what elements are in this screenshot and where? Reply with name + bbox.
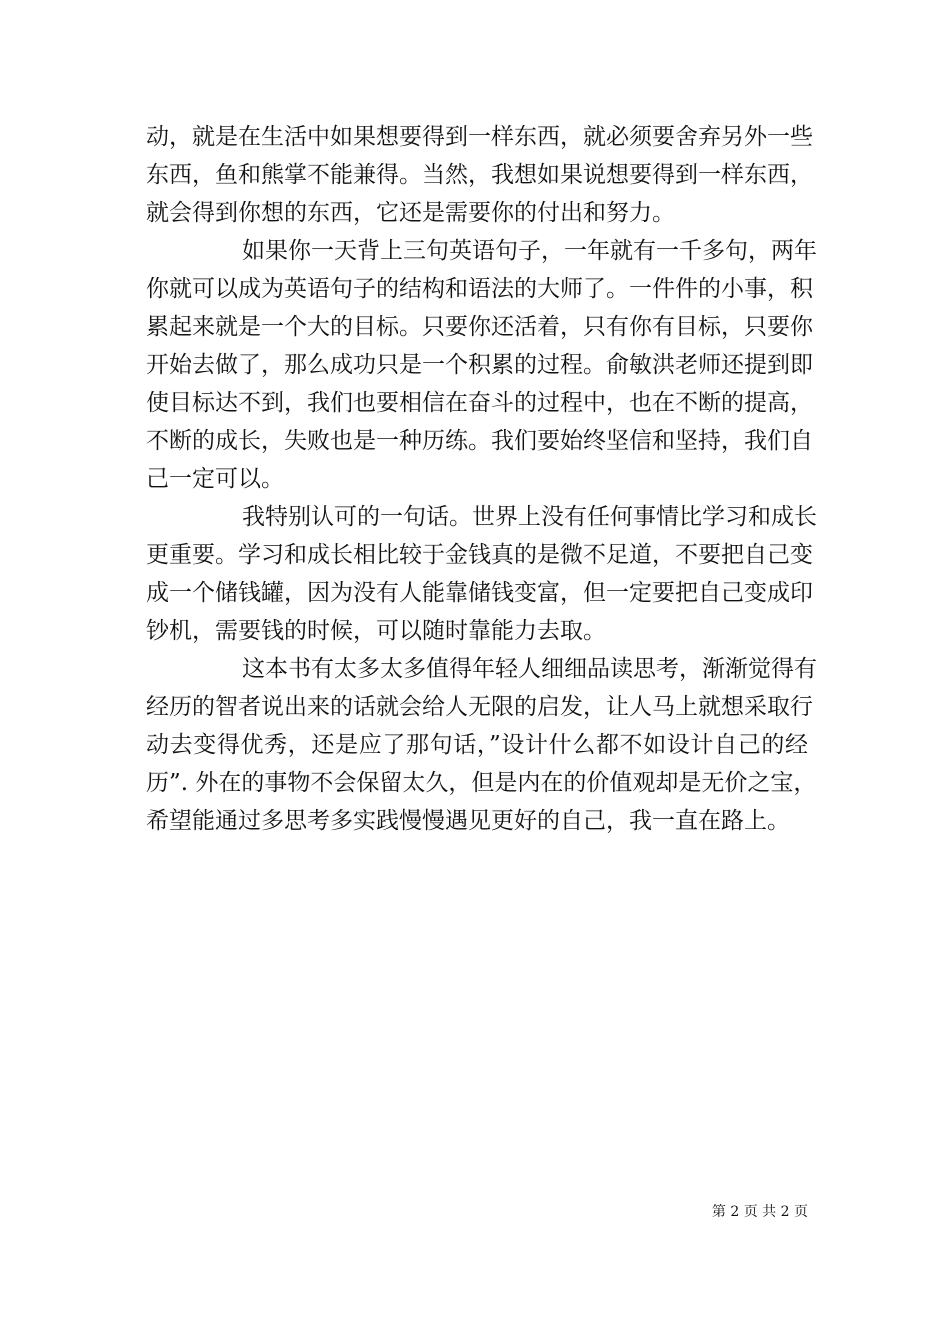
text-line: 希望能通过多思考多实践慢慢遇见更好的自己，我一直在路上。 bbox=[146, 808, 790, 834]
text-line: 历”. 外在的事物不会保留太久，但是内在的价值观却是无价之宝， bbox=[146, 770, 817, 796]
text-line: 不断的成长，失败也是一种历练。我们要始终坚信和坚持，我们自 bbox=[146, 428, 813, 454]
text-line: 己一定可以。 bbox=[146, 466, 284, 492]
text-line: 就会得到你想的东西，它还是需要你的付出和努力。 bbox=[146, 200, 675, 226]
text-line: 经历的智者说出来的话就会给人无限的启发，让人马上就想采取行 bbox=[146, 694, 813, 720]
text-line: 动去变得优秀，还是应了那句话，”设计什么都不如设计自己的经 bbox=[146, 732, 808, 758]
paragraph-first-line: 我特别认可的一句话。世界上没有任何事情比学习和成长 bbox=[242, 504, 817, 530]
paragraph-first-line: 如果你一天背上三句英语句子，一年就有一千多句，两年 bbox=[242, 238, 817, 264]
page-number: 第 2 页 共 2 页 bbox=[711, 1204, 808, 1220]
text-line: 东西，鱼和熊掌不能兼得。当然，我想如果说想要得到一样东西， bbox=[146, 162, 813, 188]
text-line: 开始去做了，那么成功只是一个积累的过程。俞敏洪老师还提到即 bbox=[146, 352, 813, 378]
text-line: 累起来就是一个大的目标。只要你还活着，只有你有目标，只要你 bbox=[146, 314, 813, 340]
text-line: 使目标达不到，我们也要相信在奋斗的过程中，也在不断的提高， bbox=[146, 390, 813, 416]
text-line: 你就可以成为英语句子的结构和语法的大师了。一件件的小事，积 bbox=[146, 276, 813, 302]
text-line: 钞机，需要钱的时候，可以随时靠能力去取。 bbox=[146, 618, 606, 644]
text-line: 更重要。学习和成长相比较于金钱真的是微不足道，不要把自己变 bbox=[146, 542, 813, 568]
text-line: 成一个储钱罐，因为没有人能靠储钱变富，但一定要把自己变成印 bbox=[146, 580, 813, 606]
paragraph-first-line: 这本书有太多太多值得年轻人细细品读思考，渐渐觉得有 bbox=[242, 656, 817, 682]
text-line: 动，就是在生活中如果想要得到一样东西，就必须要舍弃另外一些 bbox=[146, 124, 813, 150]
